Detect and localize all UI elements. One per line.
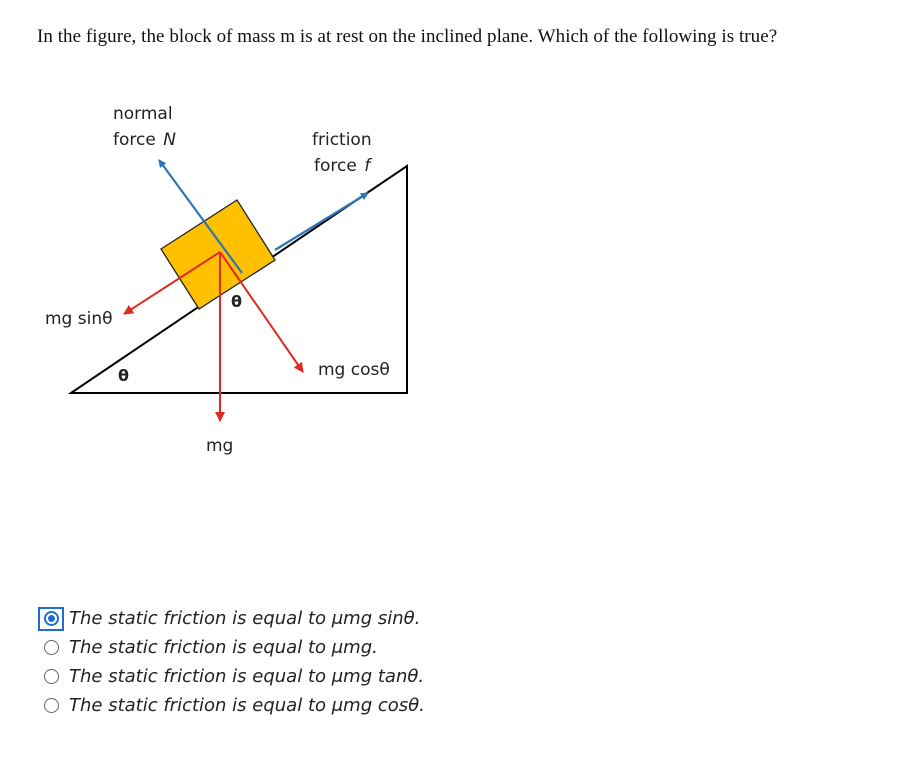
normal-label-line2: force N — [113, 130, 176, 150]
normal-label-line1: normal — [113, 104, 173, 124]
option-4[interactable] — [38, 691, 425, 720]
option-1-label[interactable]: The static friction is equal to μmg sinθ. — [69, 608, 421, 629]
option-3-radio-wrap[interactable] — [38, 665, 64, 689]
option-3[interactable] — [38, 662, 425, 691]
option-4-label[interactable]: The static friction is equal to μmg cosθ. — [69, 695, 425, 716]
friction-label-line1: friction — [312, 130, 372, 150]
theta-base-label: θ — [118, 366, 129, 385]
answer-options — [38, 604, 425, 720]
block — [161, 200, 275, 309]
theta-block-label: θ — [231, 292, 242, 311]
friction-arrow — [275, 193, 368, 250]
option-2-radio[interactable] — [44, 640, 59, 655]
option-1-radio[interactable] — [44, 611, 59, 626]
option-4-radio-wrap[interactable] — [38, 694, 64, 718]
option-4-radio[interactable] — [44, 698, 59, 713]
mg-cos-arrow — [220, 252, 303, 372]
option-3-label[interactable]: The static friction is equal to μmg tanθ. — [69, 666, 425, 687]
option-1[interactable] — [38, 604, 425, 633]
mg-sin-label: mg sinθ — [45, 309, 113, 329]
mg-cos-label: mg cosθ — [318, 360, 390, 380]
question-text: In the figure, the block of mass m is at rest on the inclined plane. Which of the following is true? — [37, 26, 778, 47]
option-1-radio-focus[interactable] — [38, 607, 64, 631]
option-2-radio-wrap[interactable] — [38, 636, 64, 660]
option-3-radio[interactable] — [44, 669, 59, 684]
option-2[interactable] — [38, 633, 425, 662]
option-2-label[interactable]: The static friction is equal to μmg. — [69, 637, 378, 658]
mg-label: mg — [206, 436, 234, 456]
friction-label-line2: force f — [314, 156, 371, 176]
